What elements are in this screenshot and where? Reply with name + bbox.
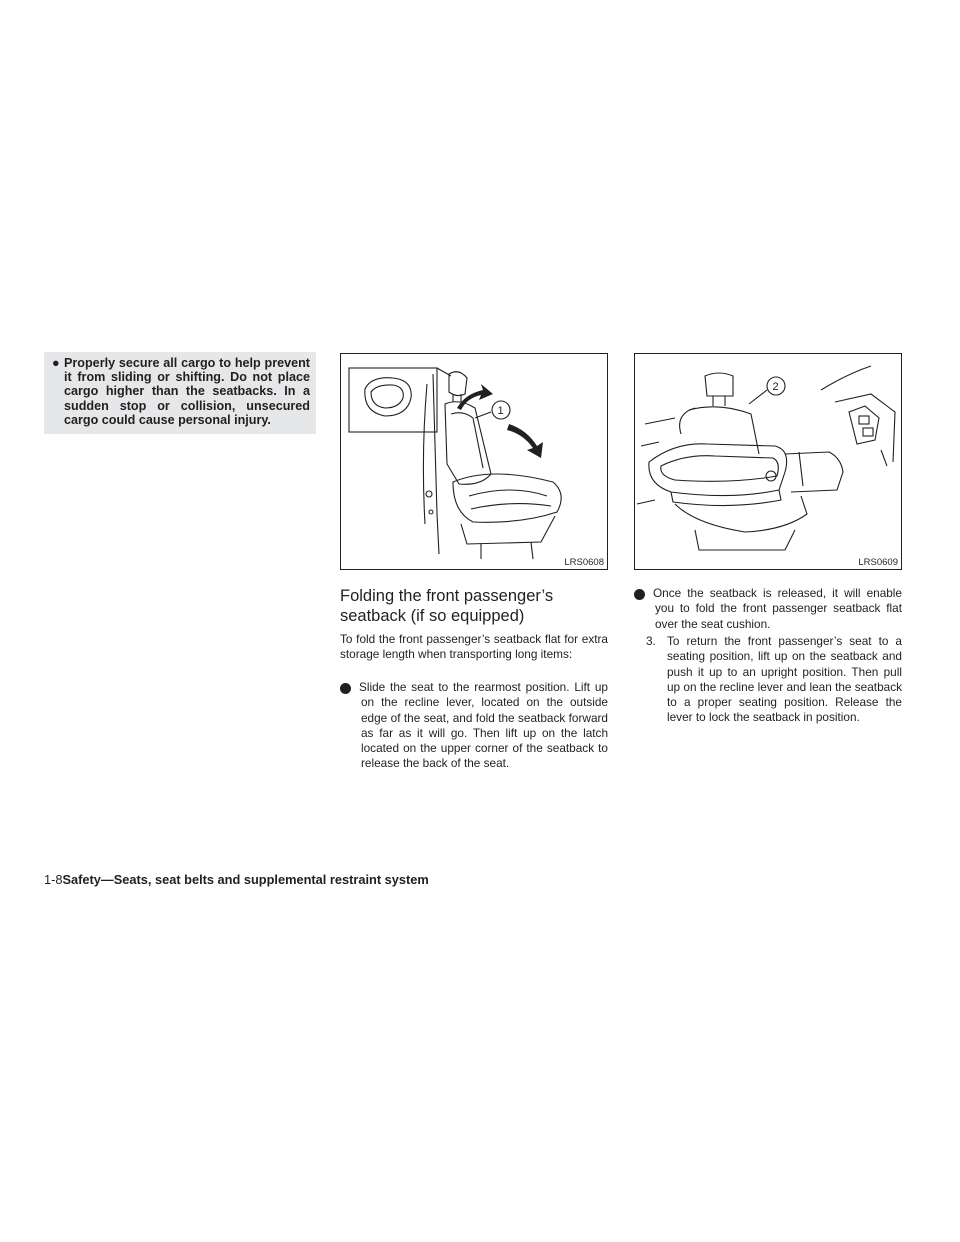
warning-text: [50, 356, 310, 427]
footer-section-title: Safety—Seats, seat belts and supplemental restraint system: [62, 872, 429, 887]
intro-paragraph: To fold the front passenger’s seatback flat for extra storage length when transporting long items:: [340, 632, 608, 662]
figure-code: LRS0609: [858, 557, 898, 568]
figure-seat-recline: [340, 353, 608, 570]
step-marker: 2: [634, 589, 645, 600]
step-text: To return the front passenger’s seat to a seating position, lift up on the seatback and push it up to an upright position. Then pull up on the recline lever and lean the seatback to a proper seating position. Release the lever to lock the seatback in position.: [667, 634, 902, 725]
figure-2-callout: 2: [772, 381, 779, 393]
figure-1-callout: 1: [497, 405, 504, 417]
seat-recline-illustration: [341, 354, 608, 570]
seat-folded-illustration: [635, 354, 902, 570]
step-text: Slide the seat to the rearmost position. Lift up on the recline lever, located on the outside edge of the seat, and fold the seatback forward as far as it will go. Then lift up on the latch located on the upper corner of the seatback to release the back of the seat.: [359, 680, 608, 771]
page-number: 1-8: [44, 872, 63, 887]
step-marker: 3.: [646, 634, 656, 648]
warning-box: [44, 352, 316, 434]
bullet-icon: ●: [52, 356, 60, 370]
step-1: [332, 680, 608, 772]
step-2: [626, 586, 902, 632]
figure-seat-folded: [634, 353, 902, 570]
step-text: Once the seatback is released, it will enable you to fold the front passenger seatback flat over the seat cushion.: [653, 586, 902, 631]
page-footer: [44, 872, 429, 888]
figure-code: LRS0608: [564, 557, 604, 568]
step-marker: 1: [340, 683, 351, 694]
step-3: [646, 634, 902, 726]
section-heading: Folding the front passenger’s seatback (if so equipped): [340, 587, 554, 625]
warning-body: Properly secure all cargo to help prevent it from sliding or shifting. Do not place cargo higher than the seatbacks. In a sudden stop or collision, unsecured cargo could cause personal injury.: [64, 356, 310, 427]
